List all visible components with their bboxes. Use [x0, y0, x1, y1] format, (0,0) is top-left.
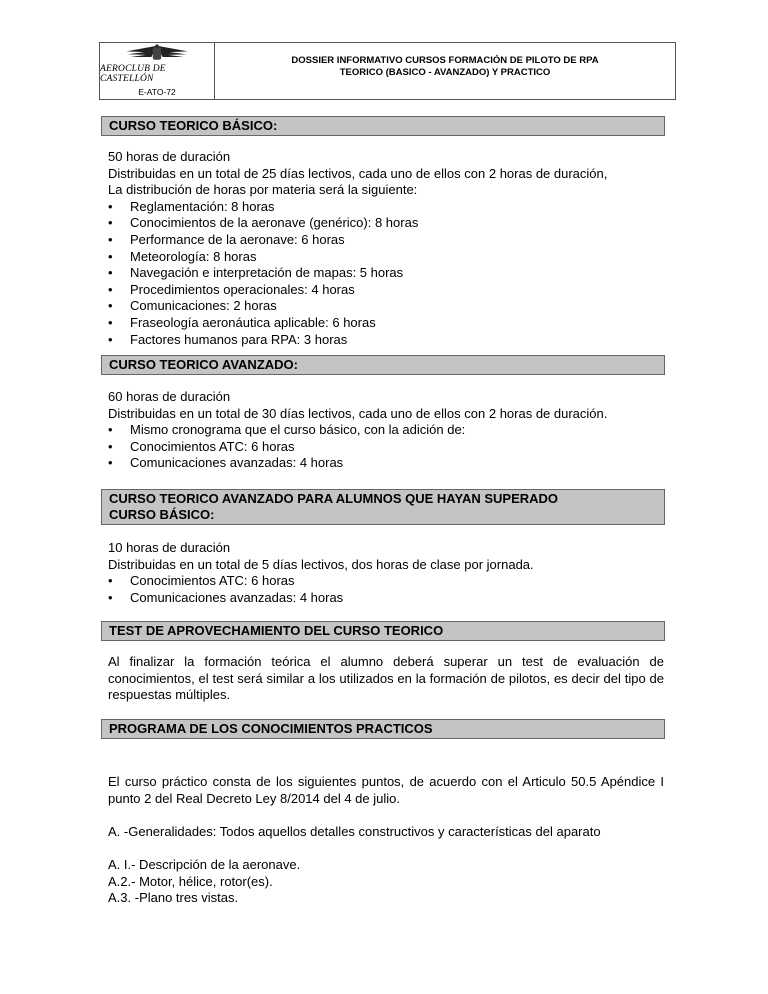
list-item: • Performance de la aeronave: 6 horas — [108, 232, 664, 249]
section-heading-avanzado: CURSO TEORICO AVANZADO: — [101, 355, 665, 375]
practicos-items — [108, 857, 664, 907]
winged-crest-icon — [109, 43, 205, 64]
basico-body — [108, 149, 664, 348]
section-heading-basico: CURSO TEORICO BÁSICO: — [101, 116, 665, 136]
club-logo — [100, 43, 215, 99]
text-line: Distribuidas en un total de 25 días lectivos, cada uno de ellos con 2 horas de duración, — [108, 165, 608, 181]
list-item: • Comunicaciones: 2 horas — [108, 298, 664, 315]
list-item: • Factores humanos para RPA: 3 horas — [108, 332, 664, 349]
practicos-intro — [108, 774, 664, 807]
text-line: 10 horas de duración — [108, 540, 231, 555]
text-line: Distribuidas en un total de 30 días lectivos, cada uno de ellos con 2 horas de duración. — [108, 405, 608, 421]
list-item: • Fraseología aeronáutica aplicable: 6 horas — [108, 315, 664, 332]
club-name: AEROCLUB DE CASTELLÓN — [100, 64, 166, 84]
text-line: 50 horas de duración — [108, 149, 231, 164]
test-body — [108, 654, 664, 704]
list-item: • Mismo cronograma que el curso básico, con la adición de: — [108, 422, 664, 439]
list-item: • Comunicaciones avanzadas: 4 horas — [108, 455, 664, 472]
paragraph: El curso práctico consta de los siguientes puntos, de acuerdo con el Articulo 50.5 Apéndice I punto 2 del Real Decreto Ley 8/2014 del 4 de julio. — [108, 774, 664, 806]
title-line-1: DOSSIER INFORMATIVO CURSOS FORMACIÓN DE PILOTO DE RPA — [291, 55, 599, 66]
list-item: • Conocimientos ATC: 6 horas — [108, 573, 664, 590]
section-heading-test: TEST DE APROVECHAMIENTO DEL CURSO TEORICO — [101, 621, 665, 641]
title-line-2: TEORICO (BASICO - AVANZADO) Y PRACTICO — [339, 67, 551, 78]
list-item: • Meteorología: 8 horas — [108, 249, 664, 266]
paragraph: A. -Generalidades: Todos aquellos detalles constructivos y características del aparato — [108, 824, 601, 839]
paragraph: Al finalizar la formación teórica el alumno deberá superar un test de evaluación de conocimientos, el test será similar a los utilizados en la formación de pilotos, es decir del tipo de respuestas múltiples. — [108, 654, 664, 703]
practicos-generalidades — [108, 824, 664, 841]
text-line: 60 horas de duración — [108, 389, 231, 404]
list-item: A. I.- Descripción de la aeronave. — [108, 857, 301, 872]
list-item: • Reglamentación: 8 horas — [108, 199, 664, 216]
club-code: E-ATO-72 — [138, 87, 176, 97]
text-line: Distribuidas en un total de 5 días lectivos, dos horas de clase por jornada. — [108, 556, 534, 572]
document-title — [215, 43, 675, 99]
list-item: • Comunicaciones avanzadas: 4 horas — [108, 590, 664, 607]
avanzado-body — [108, 389, 664, 472]
section-heading-avanzado-basico: CURSO TEORICO AVANZADO PARA ALUMNOS QUE HAYAN SUPERADO CURSO BÁSICO: — [101, 489, 665, 525]
text-line: La distribución de horas por materia será la siguiente: — [108, 182, 418, 198]
list-item: • Procedimientos operacionales: 4 horas — [108, 282, 664, 299]
list-item: A.2.- Motor, hélice, rotor(es). — [108, 873, 273, 889]
document-header — [99, 42, 676, 100]
list-item: A.3. -Plano tres vistas. — [108, 890, 239, 906]
avanzado-basico-body — [108, 540, 664, 606]
list-item: • Conocimientos de la aeronave (genérico): 8 horas — [108, 215, 664, 232]
list-item: • Conocimientos ATC: 6 horas — [108, 439, 664, 456]
section-heading-practicos: PROGRAMA DE LOS CONOCIMIENTOS PRACTICOS — [101, 719, 665, 739]
list-item: • Navegación e interpretación de mapas: 5 horas — [108, 265, 664, 282]
